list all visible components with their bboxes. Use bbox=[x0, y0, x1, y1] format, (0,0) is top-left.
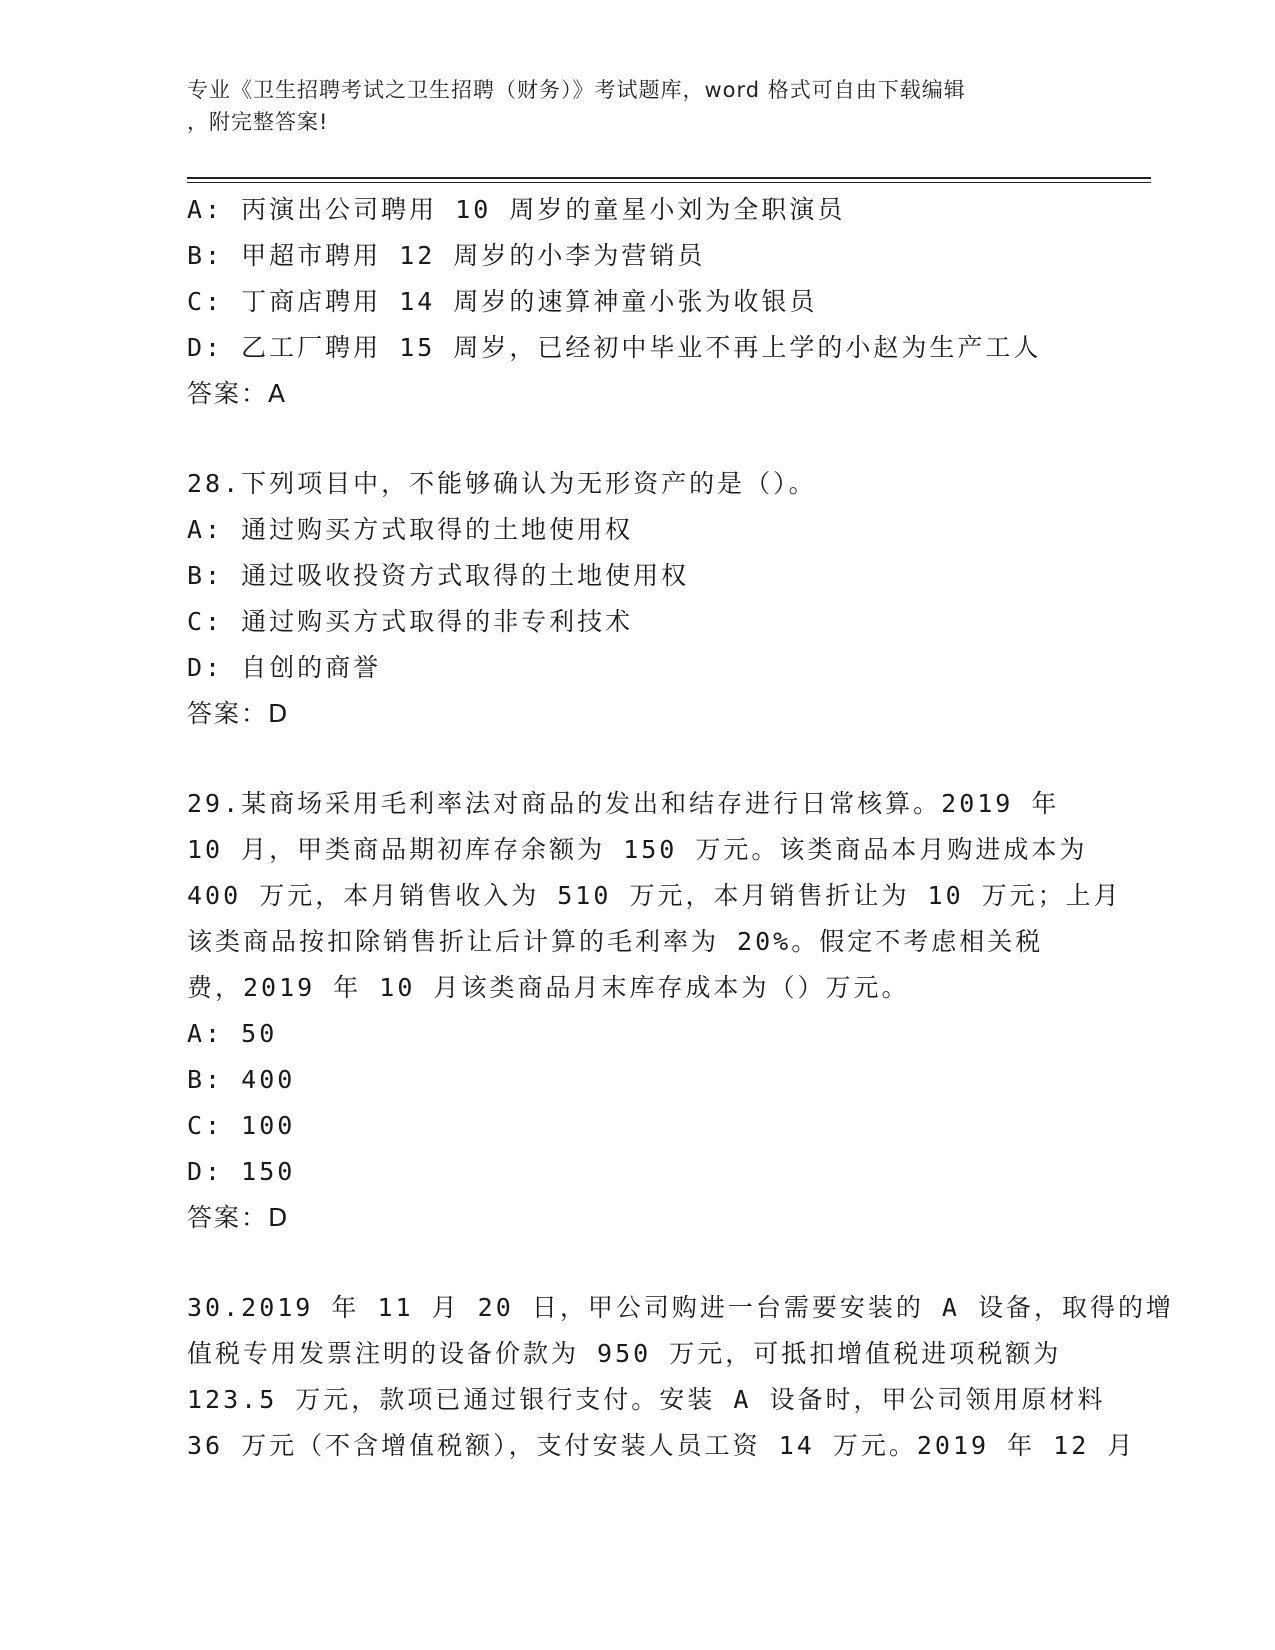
question-stem-line: 29.某商场采用毛利率法对商品的发出和结存进行日常核算。2019 年 bbox=[187, 789, 1060, 818]
question-stem: 28.下列项目中，不能够确认为无形资产的是（）。 bbox=[187, 469, 817, 498]
option-a: A: 丙演出公司聘用 10 周岁的童星小刘为全职演员 bbox=[187, 195, 846, 224]
header-line-2: ，附完整答案! bbox=[187, 110, 329, 134]
question-stem-line: 30.2019 年 11 月 20 日，甲公司购进一台需要安装的 A 设备，取得的增 bbox=[187, 1293, 1174, 1322]
question-27 bbox=[187, 187, 1087, 417]
option-a: A: 50 bbox=[187, 1019, 278, 1048]
answer-line: 答案：D bbox=[187, 699, 290, 728]
answer-line: 答案：D bbox=[187, 1203, 290, 1232]
option-b: B: 400 bbox=[187, 1065, 296, 1094]
question-stem-line: 10 月，甲类商品期初库存余额为 150 万元。该类商品本月购进成本为 bbox=[187, 835, 1088, 864]
question-stem-line: 值税专用发票注明的设备价款为 950 万元，可抵扣增值税进项税额为 bbox=[187, 1339, 1062, 1368]
question-stem-line: 36 万元（不含增值税额），支付安装人员工资 14 万元。2019 年 12 月 bbox=[187, 1431, 1136, 1460]
header-line-1: 专业《卫生招聘考试之卫生招聘（财务）》考试题库，word 格式可自由下载编辑 bbox=[187, 78, 966, 102]
option-c: C: 100 bbox=[187, 1111, 296, 1140]
question-stem-line: 费，2019 年 10 月该类商品月末库存成本为（）万元。 bbox=[187, 973, 910, 1002]
question-30 bbox=[187, 1285, 1174, 1469]
document-header bbox=[187, 74, 1067, 138]
option-c: C: 丁商店聘用 14 周岁的速算神童小张为收银员 bbox=[187, 287, 818, 316]
question-28 bbox=[187, 461, 1087, 737]
question-stem-line: 该类商品按扣除销售折让后计算的毛利率为 20%。假定不考虑相关税 bbox=[187, 927, 1044, 956]
option-b: B: 甲超市聘用 12 周岁的小李为营销员 bbox=[187, 241, 706, 270]
header-divider bbox=[187, 177, 1151, 179]
question-content bbox=[187, 187, 1174, 1469]
option-a: A: 通过购买方式取得的土地使用权 bbox=[187, 515, 634, 544]
option-d: D: 自创的商誉 bbox=[187, 653, 382, 682]
question-stem-line: 123.5 万元，款项已通过银行支付。安装 A 设备时，甲公司领用原材料 bbox=[187, 1385, 1106, 1414]
question-29 bbox=[187, 781, 1122, 1241]
option-c: C: 通过购买方式取得的非专利技术 bbox=[187, 607, 634, 636]
answer-line: 答案：A bbox=[187, 379, 288, 408]
option-d: D: 乙工厂聘用 15 周岁，已经初中毕业不再上学的小赵为生产工人 bbox=[187, 333, 1042, 362]
option-b: B: 通过吸收投资方式取得的土地使用权 bbox=[187, 561, 690, 590]
option-d: D: 150 bbox=[187, 1157, 296, 1186]
question-stem-line: 400 万元，本月销售收入为 510 万元，本月销售折让为 10 万元；上月 bbox=[187, 881, 1122, 910]
header-divider-thin bbox=[187, 182, 1151, 183]
